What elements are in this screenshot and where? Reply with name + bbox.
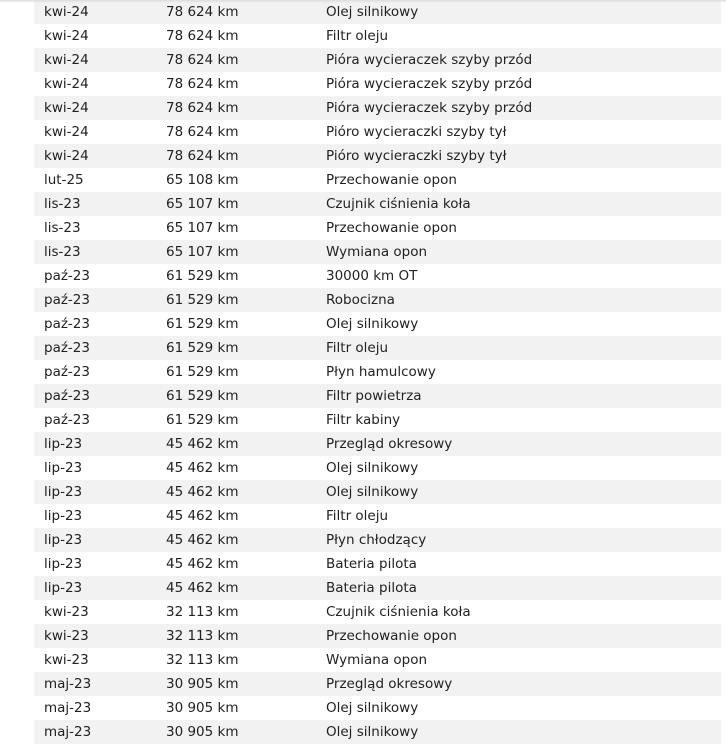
date-cell: lip-23 bbox=[34, 528, 166, 552]
table-row bbox=[34, 384, 721, 408]
service-cell: Bateria pilota bbox=[326, 552, 721, 576]
date-cell: kwi-24 bbox=[34, 72, 166, 96]
service-cell: Olej silnikowy bbox=[326, 480, 721, 504]
service-cell: Olej silnikowy bbox=[326, 0, 721, 24]
date-cell: paź-23 bbox=[34, 312, 166, 336]
table-row bbox=[34, 648, 721, 672]
date-cell: kwi-24 bbox=[34, 0, 166, 24]
date-cell: lip-23 bbox=[34, 480, 166, 504]
service-cell: 30000 km OT bbox=[326, 264, 721, 288]
service-cell: Wymiana opon bbox=[326, 240, 721, 264]
mileage-cell: 45 462 km bbox=[166, 432, 326, 456]
date-cell: paź-23 bbox=[34, 288, 166, 312]
date-cell: kwi-24 bbox=[34, 24, 166, 48]
table-row bbox=[34, 240, 721, 264]
mileage-cell: 61 529 km bbox=[166, 336, 326, 360]
service-cell: Czujnik ciśnienia koła bbox=[326, 192, 721, 216]
table-row bbox=[34, 312, 721, 336]
date-cell: lip-23 bbox=[34, 552, 166, 576]
table-row bbox=[34, 168, 721, 192]
service-cell: Przechowanie opon bbox=[326, 168, 721, 192]
service-cell: Bateria pilota bbox=[326, 576, 721, 600]
date-cell: kwi-24 bbox=[34, 120, 166, 144]
mileage-cell: 78 624 km bbox=[166, 72, 326, 96]
service-cell: Pióro wycieraczki szyby tył bbox=[326, 144, 721, 168]
table-row bbox=[34, 360, 721, 384]
date-cell: paź-23 bbox=[34, 408, 166, 432]
service-history-table bbox=[34, 0, 721, 744]
service-cell: Olej silnikowy bbox=[326, 696, 721, 720]
mileage-cell: 61 529 km bbox=[166, 360, 326, 384]
mileage-cell: 78 624 km bbox=[166, 96, 326, 120]
date-cell: maj-23 bbox=[34, 696, 166, 720]
mileage-cell: 32 113 km bbox=[166, 648, 326, 672]
date-cell: kwi-24 bbox=[34, 144, 166, 168]
mileage-cell: 61 529 km bbox=[166, 408, 326, 432]
table-row bbox=[34, 96, 721, 120]
service-cell: Przegląd okresowy bbox=[326, 432, 721, 456]
table-row bbox=[34, 600, 721, 624]
service-cell: Filtr oleju bbox=[326, 24, 721, 48]
service-cell: Filtr oleju bbox=[326, 504, 721, 528]
table-row bbox=[34, 264, 721, 288]
table-row bbox=[34, 192, 721, 216]
service-cell: Olej silnikowy bbox=[326, 456, 721, 480]
service-cell: Filtr kabiny bbox=[326, 408, 721, 432]
date-cell: paź-23 bbox=[34, 336, 166, 360]
service-cell: Płyn hamulcowy bbox=[326, 360, 721, 384]
mileage-cell: 30 905 km bbox=[166, 696, 326, 720]
table-row bbox=[34, 120, 721, 144]
mileage-cell: 78 624 km bbox=[166, 120, 326, 144]
mileage-cell: 65 107 km bbox=[166, 240, 326, 264]
table-row bbox=[34, 672, 721, 696]
service-cell: Filtr powietrza bbox=[326, 384, 721, 408]
date-cell: lis-23 bbox=[34, 192, 166, 216]
mileage-cell: 30 905 km bbox=[166, 720, 326, 744]
service-cell: Olej silnikowy bbox=[326, 720, 721, 744]
mileage-cell: 61 529 km bbox=[166, 264, 326, 288]
mileage-cell: 65 107 km bbox=[166, 192, 326, 216]
table-row bbox=[34, 216, 721, 240]
table-row bbox=[34, 552, 721, 576]
mileage-cell: 61 529 km bbox=[166, 312, 326, 336]
table-row bbox=[34, 336, 721, 360]
date-cell: lip-23 bbox=[34, 456, 166, 480]
service-cell: Olej silnikowy bbox=[326, 312, 721, 336]
service-cell: Pióra wycieraczek szyby przód bbox=[326, 96, 721, 120]
service-cell: Robocizna bbox=[326, 288, 721, 312]
table-row bbox=[34, 72, 721, 96]
service-cell: Przechowanie opon bbox=[326, 216, 721, 240]
table-row bbox=[34, 504, 721, 528]
service-cell: Pióra wycieraczek szyby przód bbox=[326, 72, 721, 96]
table-row bbox=[34, 408, 721, 432]
table-row bbox=[34, 696, 721, 720]
service-cell: Czujnik ciśnienia koła bbox=[326, 600, 721, 624]
table-row bbox=[34, 24, 721, 48]
table-row bbox=[34, 144, 721, 168]
table-row bbox=[34, 48, 721, 72]
table-row bbox=[34, 528, 721, 552]
table-row bbox=[34, 288, 721, 312]
mileage-cell: 61 529 km bbox=[166, 384, 326, 408]
mileage-cell: 30 905 km bbox=[166, 672, 326, 696]
service-cell: Przechowanie opon bbox=[326, 624, 721, 648]
date-cell: maj-23 bbox=[34, 720, 166, 744]
top-edge-shadow bbox=[0, 0, 726, 3]
date-cell: paź-23 bbox=[34, 360, 166, 384]
date-cell: lis-23 bbox=[34, 216, 166, 240]
date-cell: maj-23 bbox=[34, 672, 166, 696]
date-cell: kwi-23 bbox=[34, 600, 166, 624]
date-cell: lip-23 bbox=[34, 504, 166, 528]
date-cell: kwi-24 bbox=[34, 96, 166, 120]
table-row bbox=[34, 480, 721, 504]
mileage-cell: 45 462 km bbox=[166, 504, 326, 528]
date-cell: kwi-23 bbox=[34, 624, 166, 648]
table-row bbox=[34, 0, 721, 24]
date-cell: kwi-24 bbox=[34, 48, 166, 72]
service-cell: Płyn chłodzący bbox=[326, 528, 721, 552]
mileage-cell: 65 107 km bbox=[166, 216, 326, 240]
table-row bbox=[34, 720, 721, 744]
date-cell: lut-25 bbox=[34, 168, 166, 192]
mileage-cell: 61 529 km bbox=[166, 288, 326, 312]
table-row bbox=[34, 432, 721, 456]
mileage-cell: 45 462 km bbox=[166, 456, 326, 480]
mileage-cell: 78 624 km bbox=[166, 144, 326, 168]
mileage-cell: 78 624 km bbox=[166, 48, 326, 72]
table-row bbox=[34, 624, 721, 648]
mileage-cell: 32 113 km bbox=[166, 600, 326, 624]
mileage-cell: 45 462 km bbox=[166, 528, 326, 552]
service-cell: Pióro wycieraczki szyby tył bbox=[326, 120, 721, 144]
date-cell: paź-23 bbox=[34, 384, 166, 408]
date-cell: paź-23 bbox=[34, 264, 166, 288]
service-cell: Wymiana opon bbox=[326, 648, 721, 672]
date-cell: lis-23 bbox=[34, 240, 166, 264]
table-row bbox=[34, 576, 721, 600]
mileage-cell: 32 113 km bbox=[166, 624, 326, 648]
service-cell: Filtr oleju bbox=[326, 336, 721, 360]
date-cell: lip-23 bbox=[34, 432, 166, 456]
service-cell: Przegląd okresowy bbox=[326, 672, 721, 696]
mileage-cell: 65 108 km bbox=[166, 168, 326, 192]
mileage-cell: 45 462 km bbox=[166, 552, 326, 576]
date-cell: lip-23 bbox=[34, 576, 166, 600]
mileage-cell: 45 462 km bbox=[166, 480, 326, 504]
table-row bbox=[34, 456, 721, 480]
mileage-cell: 45 462 km bbox=[166, 576, 326, 600]
mileage-cell: 78 624 km bbox=[166, 24, 326, 48]
mileage-cell: 78 624 km bbox=[166, 0, 326, 24]
service-cell: Pióra wycieraczek szyby przód bbox=[326, 48, 721, 72]
service-history-rows bbox=[34, 0, 721, 744]
date-cell: kwi-23 bbox=[34, 648, 166, 672]
